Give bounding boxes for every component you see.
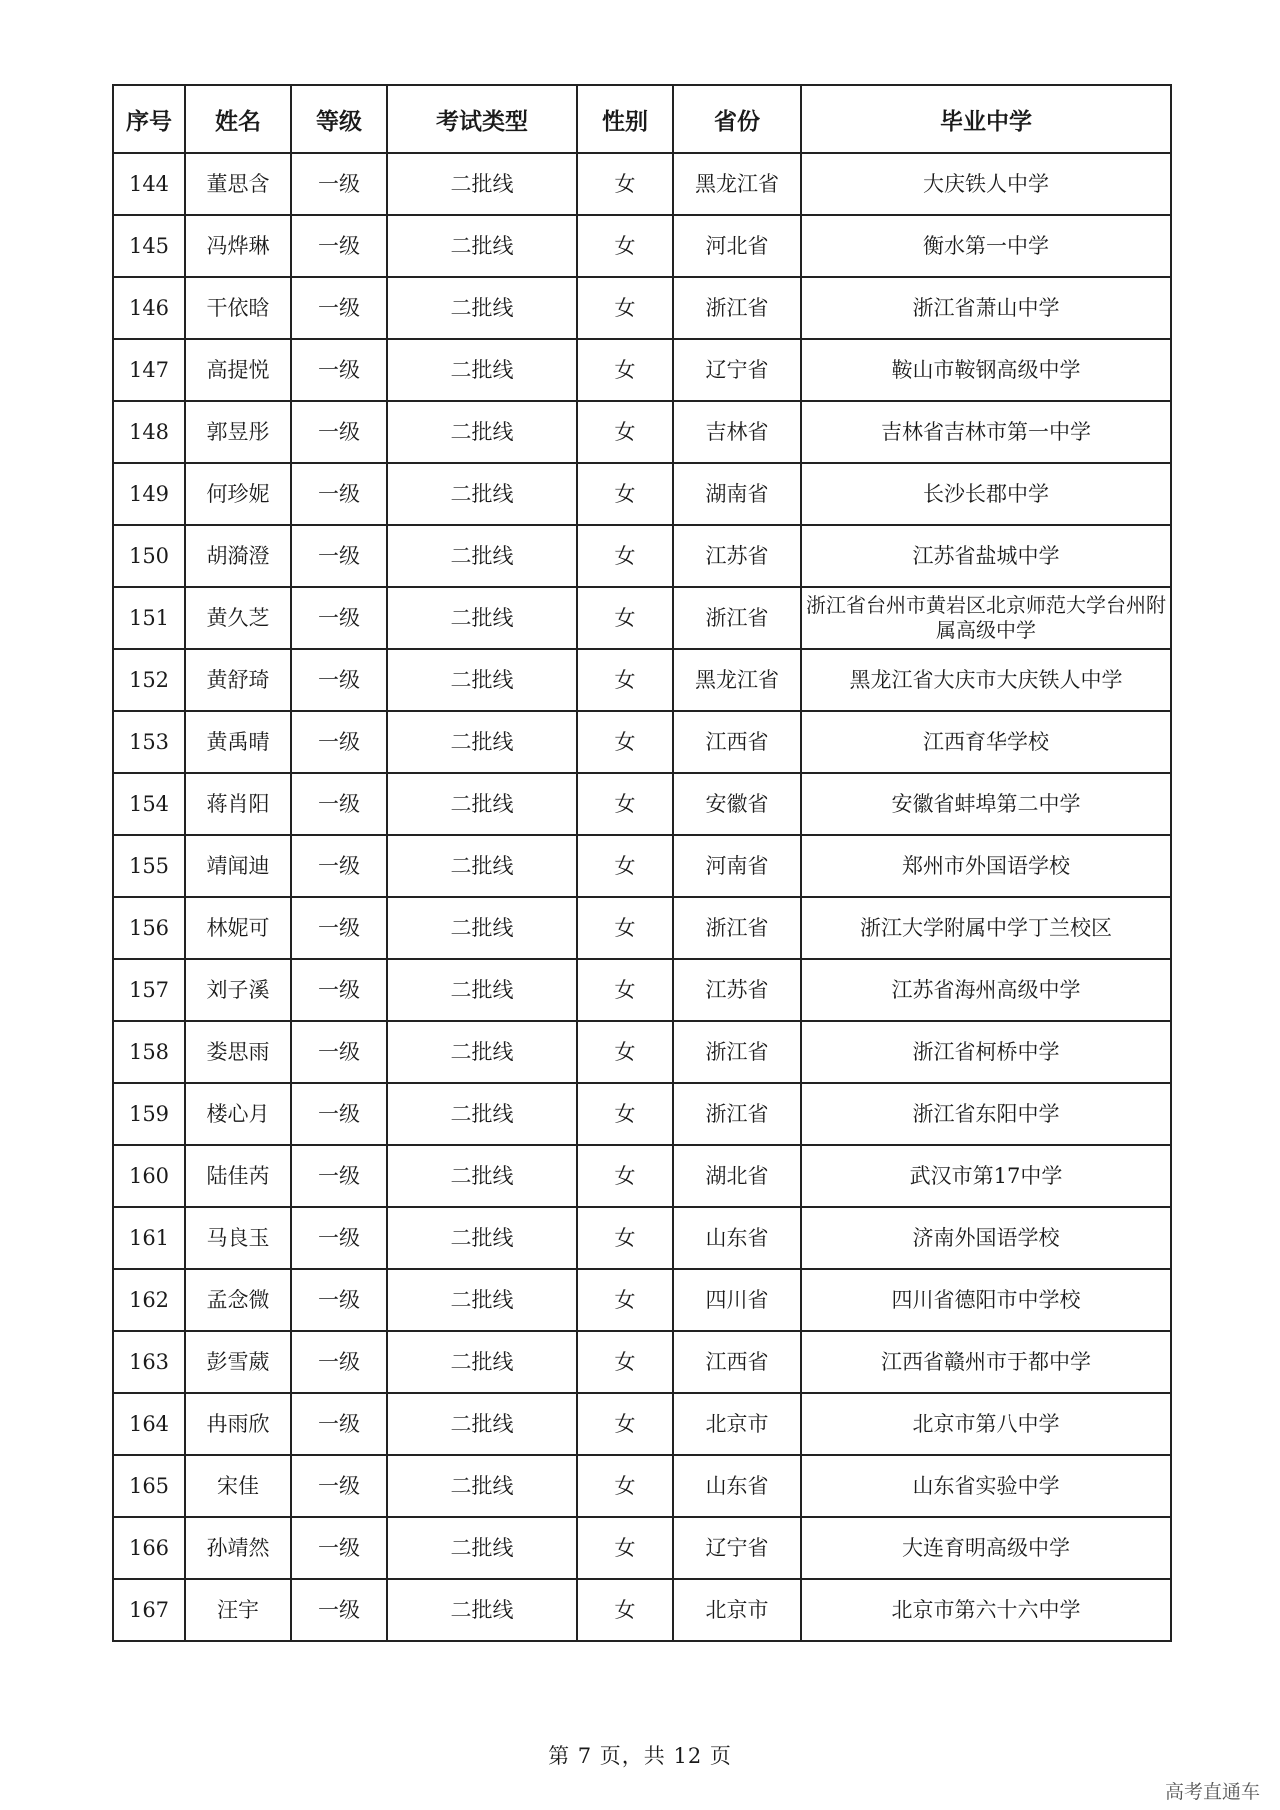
cell-name: 楼心月: [185, 1083, 291, 1145]
cell-school: 大庆铁人中学: [801, 153, 1171, 215]
cell-level: 一级: [291, 773, 387, 835]
cell-exam-type: 二批线: [387, 649, 577, 711]
cell-school: 江苏省盐城中学: [801, 525, 1171, 587]
cell-exam-type: 二批线: [387, 1517, 577, 1579]
cell-gender: 女: [577, 1269, 673, 1331]
cell-index: 152: [113, 649, 185, 711]
cell-exam-type: 二批线: [387, 525, 577, 587]
table-row: [113, 215, 1171, 277]
table-row: [113, 277, 1171, 339]
cell-school: 山东省实验中学: [801, 1455, 1171, 1517]
table-row: [113, 773, 1171, 835]
cell-exam-type: 二批线: [387, 1207, 577, 1269]
cell-province: 浙江省: [673, 1021, 801, 1083]
cell-province: 江苏省: [673, 525, 801, 587]
cell-school: 江西育华学校: [801, 711, 1171, 773]
cell-exam-type: 二批线: [387, 1331, 577, 1393]
header-province: 省份: [673, 85, 801, 153]
page-number: 第 7 页，共 12 页: [548, 1744, 732, 1768]
table-row: [113, 1145, 1171, 1207]
cell-exam-type: 二批线: [387, 463, 577, 525]
cell-school: 浙江省东阳中学: [801, 1083, 1171, 1145]
cell-name: 马良玉: [185, 1207, 291, 1269]
header-row: [113, 85, 1171, 153]
cell-level: 一级: [291, 649, 387, 711]
cell-index: 159: [113, 1083, 185, 1145]
table-row: [113, 339, 1171, 401]
cell-exam-type: 二批线: [387, 959, 577, 1021]
cell-school: 浙江省萧山中学: [801, 277, 1171, 339]
cell-gender: 女: [577, 1207, 673, 1269]
cell-exam-type: 二批线: [387, 711, 577, 773]
cell-school: 武汉市第17中学: [801, 1145, 1171, 1207]
cell-province: 江苏省: [673, 959, 801, 1021]
cell-index: 167: [113, 1579, 185, 1641]
cell-province: 江西省: [673, 711, 801, 773]
cell-index: 155: [113, 835, 185, 897]
cell-index: 164: [113, 1393, 185, 1455]
table-row: [113, 711, 1171, 773]
table-row: [113, 649, 1171, 711]
cell-gender: 女: [577, 1517, 673, 1579]
cell-index: 146: [113, 277, 185, 339]
cell-school: 鞍山市鞍钢高级中学: [801, 339, 1171, 401]
table-row: [113, 401, 1171, 463]
cell-exam-type: 二批线: [387, 1269, 577, 1331]
cell-school: 郑州市外国语学校: [801, 835, 1171, 897]
cell-index: 149: [113, 463, 185, 525]
cell-exam-type: 二批线: [387, 401, 577, 463]
cell-index: 148: [113, 401, 185, 463]
cell-level: 一级: [291, 277, 387, 339]
cell-name: 冉雨欣: [185, 1393, 291, 1455]
cell-index: 165: [113, 1455, 185, 1517]
cell-school: 四川省德阳市中学校: [801, 1269, 1171, 1331]
cell-gender: 女: [577, 1145, 673, 1207]
cell-name: 黄久芝: [185, 587, 291, 649]
table-row: [113, 1021, 1171, 1083]
cell-index: 144: [113, 153, 185, 215]
cell-gender: 女: [577, 649, 673, 711]
cell-level: 一级: [291, 1455, 387, 1517]
table-row: [113, 1331, 1171, 1393]
cell-level: 一级: [291, 897, 387, 959]
cell-exam-type: 二批线: [387, 1021, 577, 1083]
cell-exam-type: 二批线: [387, 587, 577, 649]
cell-name: 靖闻迪: [185, 835, 291, 897]
cell-gender: 女: [577, 773, 673, 835]
cell-school: 北京市第六十六中学: [801, 1579, 1171, 1641]
cell-school: 浙江省台州市黄岩区北京师范大学台州附属高级中学: [801, 587, 1171, 649]
cell-school: 吉林省吉林市第一中学: [801, 401, 1171, 463]
cell-gender: 女: [577, 835, 673, 897]
header-index: 序号: [113, 85, 185, 153]
cell-level: 一级: [291, 153, 387, 215]
cell-level: 一级: [291, 587, 387, 649]
cell-level: 一级: [291, 835, 387, 897]
cell-school: 北京市第八中学: [801, 1393, 1171, 1455]
cell-province: 浙江省: [673, 897, 801, 959]
table-row: [113, 587, 1171, 649]
cell-name: 孙靖然: [185, 1517, 291, 1579]
cell-name: 蒋肖阳: [185, 773, 291, 835]
cell-name: 黄禹晴: [185, 711, 291, 773]
cell-gender: 女: [577, 587, 673, 649]
cell-gender: 女: [577, 1083, 673, 1145]
cell-gender: 女: [577, 401, 673, 463]
cell-exam-type: 二批线: [387, 153, 577, 215]
cell-school: 济南外国语学校: [801, 1207, 1171, 1269]
cell-level: 一级: [291, 1021, 387, 1083]
header-school: 毕业中学: [801, 85, 1171, 153]
cell-school: 衡水第一中学: [801, 215, 1171, 277]
cell-province: 湖南省: [673, 463, 801, 525]
cell-gender: 女: [577, 277, 673, 339]
cell-gender: 女: [577, 1579, 673, 1641]
cell-province: 四川省: [673, 1269, 801, 1331]
cell-exam-type: 二批线: [387, 835, 577, 897]
cell-gender: 女: [577, 959, 673, 1021]
table-row: [113, 525, 1171, 587]
table-row: [113, 1393, 1171, 1455]
cell-province: 湖北省: [673, 1145, 801, 1207]
cell-school: 浙江省柯桥中学: [801, 1021, 1171, 1083]
cell-name: 彭雪葳: [185, 1331, 291, 1393]
cell-exam-type: 二批线: [387, 277, 577, 339]
cell-province: 安徽省: [673, 773, 801, 835]
cell-gender: 女: [577, 897, 673, 959]
cell-level: 一级: [291, 1145, 387, 1207]
cell-name: 冯烨琳: [185, 215, 291, 277]
header-exam-type: 考试类型: [387, 85, 577, 153]
cell-name: 何珍妮: [185, 463, 291, 525]
cell-index: 145: [113, 215, 185, 277]
cell-gender: 女: [577, 463, 673, 525]
cell-school: 大连育明高级中学: [801, 1517, 1171, 1579]
cell-name: 高提悦: [185, 339, 291, 401]
header-name: 姓名: [185, 85, 291, 153]
cell-name: 胡漪澄: [185, 525, 291, 587]
cell-school: 长沙长郡中学: [801, 463, 1171, 525]
cell-index: 163: [113, 1331, 185, 1393]
cell-level: 一级: [291, 339, 387, 401]
table-body: [113, 153, 1171, 1641]
cell-school: 浙江大学附属中学丁兰校区: [801, 897, 1171, 959]
header-level: 等级: [291, 85, 387, 153]
cell-level: 一级: [291, 463, 387, 525]
header-gender: 性别: [577, 85, 673, 153]
cell-name: 郭昱彤: [185, 401, 291, 463]
cell-gender: 女: [577, 1021, 673, 1083]
cell-school: 黑龙江省大庆市大庆铁人中学: [801, 649, 1171, 711]
table-row: [113, 1517, 1171, 1579]
cell-name: 董思含: [185, 153, 291, 215]
table-row: [113, 835, 1171, 897]
cell-exam-type: 二批线: [387, 215, 577, 277]
cell-index: 154: [113, 773, 185, 835]
cell-exam-type: 二批线: [387, 897, 577, 959]
cell-province: 浙江省: [673, 277, 801, 339]
cell-index: 150: [113, 525, 185, 587]
cell-level: 一级: [291, 1331, 387, 1393]
cell-exam-type: 二批线: [387, 773, 577, 835]
cell-province: 山东省: [673, 1455, 801, 1517]
cell-name: 林妮可: [185, 897, 291, 959]
cell-index: 151: [113, 587, 185, 649]
cell-index: 161: [113, 1207, 185, 1269]
cell-exam-type: 二批线: [387, 1579, 577, 1641]
cell-province: 黑龙江省: [673, 153, 801, 215]
cell-index: 158: [113, 1021, 185, 1083]
cell-province: 河北省: [673, 215, 801, 277]
cell-name: 宋佳: [185, 1455, 291, 1517]
cell-level: 一级: [291, 215, 387, 277]
cell-name: 黄舒琦: [185, 649, 291, 711]
cell-level: 一级: [291, 525, 387, 587]
cell-gender: 女: [577, 339, 673, 401]
table-row: [113, 463, 1171, 525]
cell-name: 孟念微: [185, 1269, 291, 1331]
cell-level: 一级: [291, 959, 387, 1021]
cell-school: 安徽省蚌埠第二中学: [801, 773, 1171, 835]
cell-gender: 女: [577, 1331, 673, 1393]
cell-province: 北京市: [673, 1579, 801, 1641]
cell-province: 吉林省: [673, 401, 801, 463]
cell-exam-type: 二批线: [387, 1083, 577, 1145]
cell-name: 刘子溪: [185, 959, 291, 1021]
table-row: [113, 1269, 1171, 1331]
cell-level: 一级: [291, 401, 387, 463]
cell-level: 一级: [291, 1269, 387, 1331]
cell-index: 160: [113, 1145, 185, 1207]
table-header: [113, 85, 1171, 153]
cell-index: 157: [113, 959, 185, 1021]
cell-level: 一级: [291, 1393, 387, 1455]
cell-gender: 女: [577, 1455, 673, 1517]
cell-province: 浙江省: [673, 1083, 801, 1145]
cell-province: 山东省: [673, 1207, 801, 1269]
cell-province: 辽宁省: [673, 339, 801, 401]
cell-province: 辽宁省: [673, 1517, 801, 1579]
table-row: [113, 1455, 1171, 1517]
cell-province: 江西省: [673, 1331, 801, 1393]
cell-exam-type: 二批线: [387, 1393, 577, 1455]
cell-school: 江苏省海州高级中学: [801, 959, 1171, 1021]
table-row: [113, 1579, 1171, 1641]
table-row: [113, 1083, 1171, 1145]
cell-name: 娄思雨: [185, 1021, 291, 1083]
student-roster-table: [112, 84, 1172, 1642]
cell-name: 陆佳芮: [185, 1145, 291, 1207]
table-row: [113, 959, 1171, 1021]
cell-province: 河南省: [673, 835, 801, 897]
table-row: [113, 1207, 1171, 1269]
cell-province: 北京市: [673, 1393, 801, 1455]
cell-name: 汪宇: [185, 1579, 291, 1641]
cell-index: 156: [113, 897, 185, 959]
cell-level: 一级: [291, 1207, 387, 1269]
cell-school: 江西省赣州市于都中学: [801, 1331, 1171, 1393]
cell-exam-type: 二批线: [387, 1455, 577, 1517]
cell-name: 干依晗: [185, 277, 291, 339]
cell-level: 一级: [291, 1579, 387, 1641]
cell-gender: 女: [577, 215, 673, 277]
cell-level: 一级: [291, 1517, 387, 1579]
table-row: [113, 153, 1171, 215]
cell-province: 黑龙江省: [673, 649, 801, 711]
cell-gender: 女: [577, 525, 673, 587]
cell-index: 153: [113, 711, 185, 773]
cell-gender: 女: [577, 153, 673, 215]
cell-exam-type: 二批线: [387, 339, 577, 401]
cell-index: 166: [113, 1517, 185, 1579]
cell-level: 一级: [291, 1083, 387, 1145]
cell-level: 一级: [291, 711, 387, 773]
cell-exam-type: 二批线: [387, 1145, 577, 1207]
cell-gender: 女: [577, 1393, 673, 1455]
cell-index: 147: [113, 339, 185, 401]
cell-gender: 女: [577, 711, 673, 773]
cell-index: 162: [113, 1269, 185, 1331]
watermark: 高考直通车: [1164, 1781, 1260, 1803]
cell-province: 浙江省: [673, 587, 801, 649]
table-row: [113, 897, 1171, 959]
